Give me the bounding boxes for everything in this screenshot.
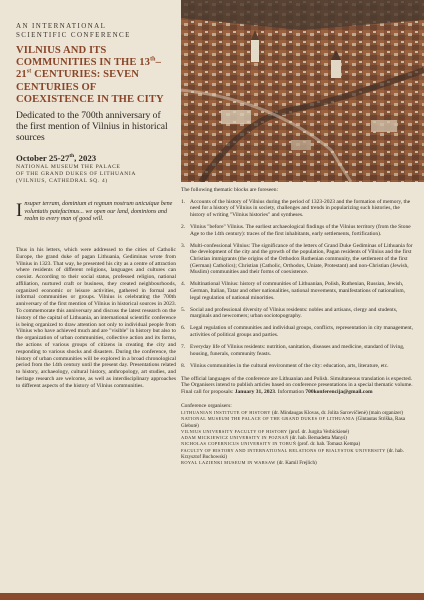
conference-dates: October 25-27th, 2023 [16, 153, 97, 164]
theme-item: 3. Multi-confessional Vilnius: The significance of the letters of Grand Duke Gediminas of Lithuania for the development of the city and the growth of the population, Pagan residents of Vilnius and the first Christian immigrants (the origins of the Orthodox Ruthenian community, the settlement of the first (German) Catholics); Christian (Catholic, Orthodox, Uniate, Protestant) and non-Christian (Jewish, Muslim) communities and their forms of coexistence. [181, 242, 413, 276]
theme-item: 8. Vilnius communities in the cultural environment of the city: education, arts, literature, etc. [181, 363, 389, 370]
conference-label: AN INTERNATIONAL SCIENTIFIC CONFERENCE [16, 22, 131, 39]
theme-item: 5. Social and professional diversity of Vilnius residents: nobles and artisans, clergy and students, marginals and newcomers; urban sociotopography. [181, 306, 398, 320]
themes-column [181, 187, 413, 467]
venue: NATIONAL MUSEUM THE PALACE OF THE GRAND DUKES OF LITHUANIA (VILNIUS, CATHEDRAL SQ. 4) [16, 164, 136, 184]
theme-item: 7. Everyday life of Vilnius residents: nutrition, sanitation, diseases and medicine, standard of living, housing, funerals, community feasts. [181, 344, 405, 357]
organiser-item: VILNIUS UNIVERSITY FACULTY OF HISTORY (prof. dr. Jurgita Verbickienė) [181, 428, 350, 435]
deadline-date: January 31, 2023 [234, 388, 275, 395]
organiser-item: FACULTY OF HISTORY AND INTERNATIONAL RELATIONS OF BIALYSTOK UNIVERSITY (dr. hab. Krzysztof Buchowski) [181, 447, 404, 461]
organiser-item: ADAM MICKIEWICZ UNIVERSITY IN POZNAŃ (dr. hab. Bernadetta Manyś) [181, 435, 347, 442]
theme-item: 1. Accounts of the history of Vilnius during the period of 1323-2023 and the formation of memory, the need for a history of Vilnius in society, challenges and trends in popularizing such histories, the history of writing "Vilnius histories" and syntheses. [181, 198, 411, 218]
theme-item: 4. Multinational Vilnius: history of communities of Lithuanian, Polish, Ruthenian, Russian, Jewish, German, Italian, Tatar and other nationalities, national movements, manifestations of nationalism, legal regulation of national minorities. [181, 281, 406, 301]
aerial-city-photo [181, 0, 424, 182]
gediminas-quote: Insuper terram, dominium et regnum nostrum unicuique bene voluntatis patefacimus... we open our land, dominions and realm to every man of good will. [16, 200, 173, 223]
city-photo-image [181, 0, 424, 182]
deadline-line: Final call for proposals: January 31, 2023. Information 700konferencija@gmail.com [181, 388, 373, 395]
header-block [16, 22, 174, 184]
organisers-heading: Conference organisers: [181, 403, 232, 410]
bottom-accent-bar [0, 593, 424, 600]
theme-item: 6. Legal regulation of communities and individual groups, conflicts, representation in city management, activities of political groups and parties. [181, 325, 413, 339]
organiser-item: NICHOLAS COPERNICUS UNIVERSITY IN TORUŃ (prof. dr. hab. Tomasz Kempa) [181, 441, 361, 448]
theme-item: 2. Vilnius "before" Vilnius. The earliest archaeological findings of the Vilnius territory (from the Stone Age to the 14th century): traces of the first inhabitants, early settlements, fortification). [181, 223, 411, 237]
drop-cap: I [16, 200, 23, 221]
contact-email[interactable]: 700konferencija@gmail.com [305, 388, 373, 395]
organiser-item: LITHUANIAN INSTITUTE OF HISTORY (dr. Mindaugas Klovas, dr. Jolita Sarcevičienė) (main organizer) [181, 410, 403, 416]
themes-list [181, 199, 413, 370]
intro-paragraph: Thus in his letters, which were addressed to the cities of Catholic Europe, the grand duke of pagan Lithuania, Gediminas wrote from Vilnius in 1323. That way, he presented his city as a centre of attraction where residents of different religions, languages and cultures can coexist. According to their social status, professed religion, national affiliation, nurtured craft or business, they created neighbourhoods, organized economic or leisure activities, gathered in formal and informal communities or groups. Vilnius is celebrating the 700th anniversary of the first mention of Vilnius in historical sources in 2023. To commemorate this anniversary and discuss the latest research on the history of the capital of Lithuania, an international scientific conference is being organized to draw attention not only to individual people from Vilnius who have achieved much and are "visible" in history but also to the organization of urban communities, collective action and its forms, the actions of various groups of citizens in creating the city and responding to various shocks and disasters. During the conference, the history of urban communities will be explored in a broad chronological period from the 14th century until the present day. Presentations related to history, archaeology, cultural history, anthropology, art studies, and heritage research are welcome, as well as interdisciplinary approaches to different aspects of the history of Vilnius communities. [16, 247, 176, 389]
themes-heading: The following thematic blocks are foreseen: [181, 187, 278, 193]
organiser-item: NATIONAL MUSEUM THE PALACE OF THE GRAND DUKES OF LITHUANIA (Gintautas Striška, Rasa Glebutė) [181, 416, 405, 429]
organisers-block [181, 403, 413, 466]
dedication: Dedicated to the 700th anniversary of the first mention of Vilnius in historical sources [16, 110, 168, 144]
conference-title: VILNIUS AND ITS COMMUNITIES IN THE 13th–21st CENTURIES: SEVEN CENTURIES OF COEXISTENCE IN THE CITY [16, 45, 164, 105]
organiser-item: ROYAL LAZIENKI MUSEUM IN WARSAW (dr. Kamil Frejlich) [181, 460, 317, 467]
language-note: The official languages of the conference are Lithuanian and Polish. Simultaneous translation is expected. The Organisers intend to publish articles based on conference presentations in a special thematic volume. [181, 375, 413, 389]
